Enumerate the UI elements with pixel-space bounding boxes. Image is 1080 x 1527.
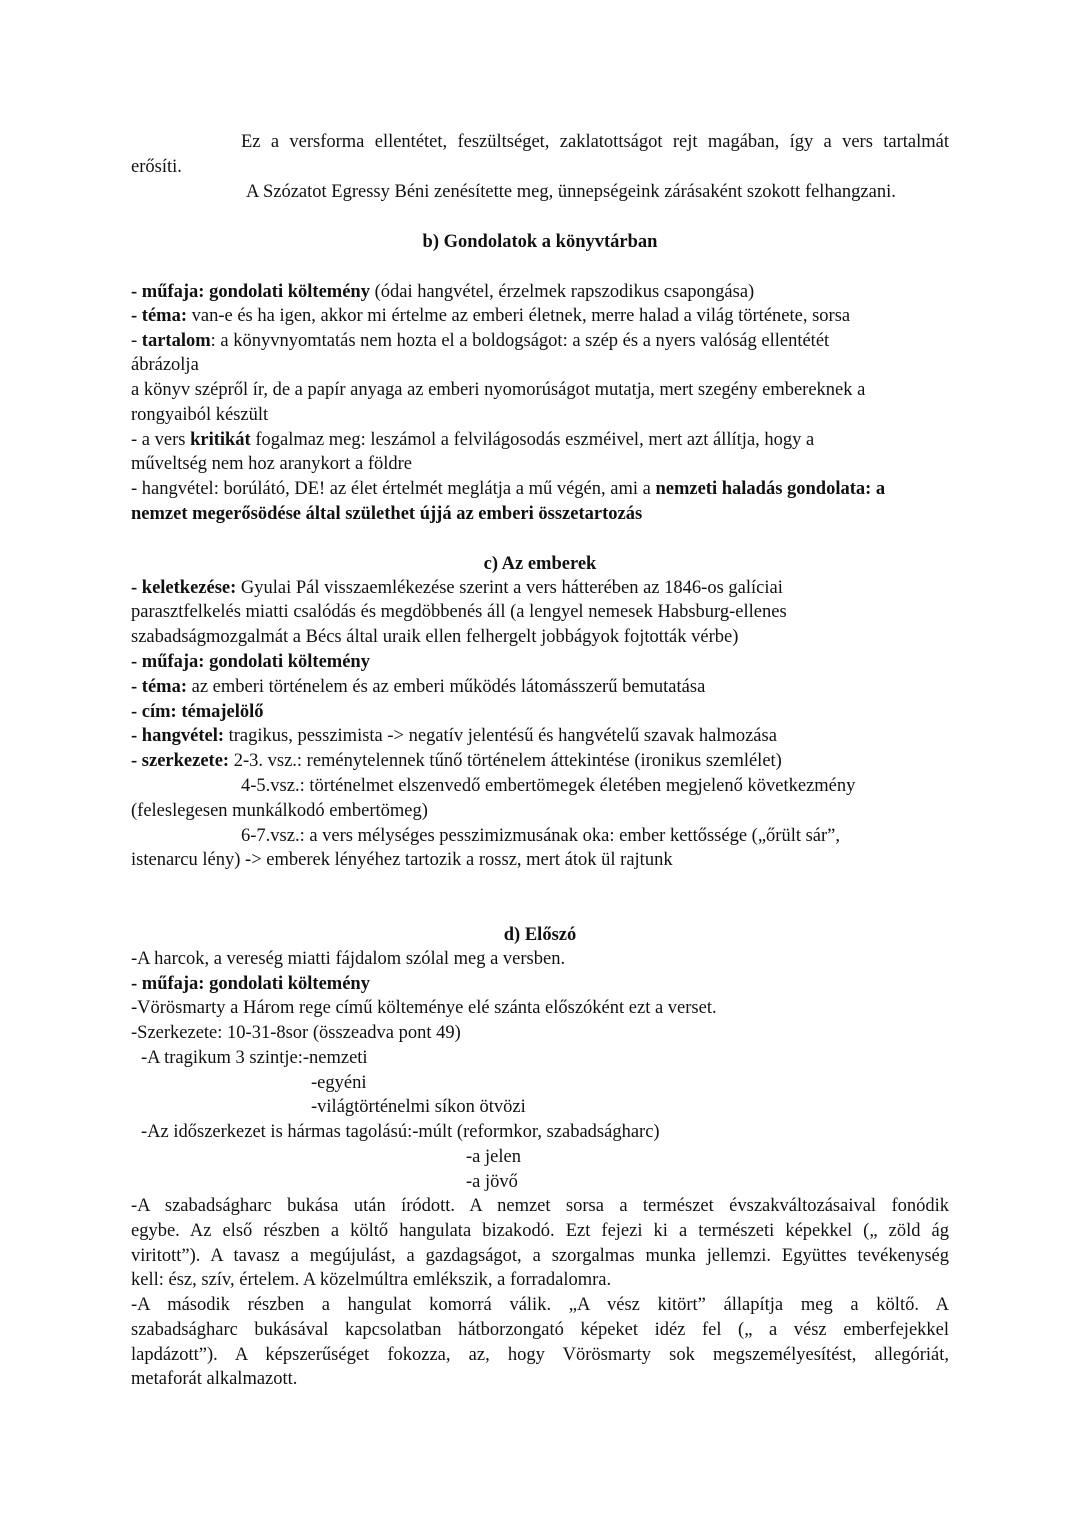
section-b-kritika-line-2: műveltség nem hoz aranykort a földre bbox=[131, 454, 412, 474]
label: - hangvétel: bbox=[131, 726, 224, 746]
prefix: - a vers bbox=[131, 430, 191, 450]
section-d-line-8: -Az időszerkezet is hármas tagolású:-múlt (reformkor, szabadságharc) bbox=[141, 1122, 660, 1142]
label: - keletkezése: bbox=[131, 578, 237, 598]
text: az emberi történelem és az emberi működés látomásszerű bemutatása bbox=[186, 677, 706, 697]
section-c-szerkezet-45-line-2: (feleslegesen munkálkodó embertömeg) bbox=[131, 801, 428, 821]
section-c-mufaja bbox=[131, 650, 370, 675]
section-b-tartalom-line-2: ábrázolja bbox=[131, 355, 199, 375]
section-b-kritika bbox=[131, 428, 814, 453]
text: 2-3. vsz.: reménytelennek tűnő történelem áttekintése (ironikus szemlélet) bbox=[229, 751, 782, 771]
section-b-konyv-line-2: rongyaiból készült bbox=[131, 405, 269, 425]
section-d-line-7: -világtörténelmi síkon ötvözi bbox=[311, 1097, 526, 1117]
section-b-mufaja bbox=[131, 280, 754, 305]
section-d-paragraph-2-line-4: metaforát alkalmazott. bbox=[131, 1369, 298, 1389]
section-c-keletkezes-line-3: szabadságmozgalmát a Bécs által uraik ellen felhergelt jobbágyok fojtották vérbe) bbox=[131, 627, 739, 647]
text: : a könyvnyomtatás nem hozta el a boldogságot: a szép és a nyers valóság ellentétét bbox=[210, 331, 830, 351]
intro-line-2: erősíti. bbox=[131, 157, 182, 177]
label: kritikát bbox=[190, 430, 251, 450]
section-c-szerkezet-67: 6-7.vsz.: a vers mélységes pesszimizmusának oka: ember kettőssége („őrült sár”, bbox=[241, 826, 841, 846]
text: (ódai hangvétel, érzelmek rapszodikus csapongása) bbox=[369, 282, 755, 302]
section-d-line-1: -A harcok, a vereség miatti fájdalom szólal meg a versben. bbox=[131, 949, 566, 969]
section-d-line-10: -a jövő bbox=[466, 1172, 518, 1192]
label: - cím: témajelölő bbox=[131, 702, 264, 722]
label: - műfaja: gondolati költemény bbox=[131, 974, 370, 994]
section-d-line-5: -A tragikum 3 szintje:-nemzeti bbox=[141, 1048, 368, 1068]
section-d-paragraph-2-line-2: szabadságharc bukásával kapcsolatban hátborzongató képeket idéz fel („ a vész emberfejekkel bbox=[131, 1320, 949, 1340]
section-d-line-4: -Szerkezete: 10-31-8sor (összeadva pont 49) bbox=[131, 1023, 461, 1043]
section-d-paragraph-1-line-3: viritott”). A tavasz a megújulást, a gazdagságot, a szorgalmas munka jellemzi. Együttes tevékenység bbox=[131, 1246, 949, 1266]
section-d-line-9: -a jelen bbox=[466, 1147, 521, 1167]
intro-line-1: Ez a versforma ellentétet, feszültséget, zaklatottságot rejt magában, így a vers tartalmát bbox=[241, 132, 949, 152]
section-c-heading: c) Az emberek bbox=[483, 554, 597, 574]
section-b-hangvetel-line-2 bbox=[131, 502, 642, 527]
prefix: - bbox=[131, 331, 142, 351]
label: - téma: bbox=[131, 306, 187, 326]
section-c-keletkezes bbox=[131, 576, 783, 601]
text: tragikus, pesszimista -> negatív jelentésű és hangvételű szavak halmozása bbox=[224, 726, 777, 746]
section-d-heading: d) Előszó bbox=[503, 925, 577, 945]
section-b-tartalom bbox=[131, 329, 829, 354]
text: Gyulai Pál visszaemlékezése szerint a vers hátterében az 1846-os galíciai bbox=[236, 578, 783, 598]
section-c-szerkezet bbox=[131, 749, 782, 774]
section-d-paragraph-2-line-1: -A második részben a hangulat komorrá válik. „A vész kitört” állapítja meg a költő. A bbox=[131, 1295, 949, 1315]
label: - műfaja: gondolati költemény bbox=[131, 652, 370, 672]
label: - téma: bbox=[131, 677, 187, 697]
bold: nemzeti haladás gondolata: a bbox=[655, 479, 886, 499]
section-d-paragraph-1-line-4: kell: ész, szív, értelem. A közelmúltra emlékszik, a forradalomra. bbox=[131, 1270, 612, 1290]
section-d-line-6: -egyéni bbox=[311, 1073, 367, 1093]
section-d-paragraph-1-line-1: -A szabadságharc bukása után íródott. A nemzet sorsa a természet évszakváltozásaival fonódik bbox=[131, 1196, 949, 1216]
section-b-hangvetel bbox=[131, 477, 885, 502]
section-c-keletkezes-line-2: parasztfelkelés miatti csalódás és megdöbbenés áll (a lengyel nemesek Habsburg-ellenes bbox=[131, 602, 787, 622]
section-d-paragraph-2-line-3: lapdázott”). A képszerűséget fokozza, az, hogy Vörösmarty sok megszemélyesítést, allegóriát, bbox=[131, 1345, 949, 1365]
section-c-cim bbox=[131, 700, 264, 725]
section-d-line-3: -Vörösmarty a Három rege című költeménye elé szánta előszóként ezt a verset. bbox=[131, 998, 717, 1018]
label: - szerkezete: bbox=[131, 751, 230, 771]
intro-paragraph-2: A Szózatot Egressy Béni zenésítette meg, ünnepségeink zárásaként szokott felhangzani. bbox=[246, 182, 896, 202]
bold: nemzet megerősödése által születhet újjá az emberi összetartozás bbox=[131, 504, 643, 524]
section-d-mufaja bbox=[131, 972, 370, 997]
section-b-tema bbox=[131, 304, 850, 329]
section-b-konyv-line-1: a könyv szépről ír, de a papír anyaga az emberi nyomorúságot mutatja, mert szegény embereknek a bbox=[131, 380, 866, 400]
text: - hangvétel: borúlátó, DE! az élet értelmét meglátja a mű végén, ami a bbox=[131, 479, 656, 499]
label: - műfaja: gondolati költemény bbox=[131, 282, 370, 302]
section-c-hangvetel bbox=[131, 724, 777, 749]
section-b-heading: b) Gondolatok a könyvtárban bbox=[422, 232, 658, 252]
section-c-tema bbox=[131, 675, 705, 700]
section-d-paragraph-1-line-2: egybe. Az első részben a költő hangulata bizakodó. Ezt fejezi ki a természeti képekkel („ zöld ág bbox=[131, 1221, 949, 1241]
text: van-e és ha igen, akkor mi értelme az emberi életnek, merre halad a világ története, sorsa bbox=[186, 306, 851, 326]
section-c-szerkezet-45: 4-5.vsz.: történelmet elszenvedő embertömegek életében megjelenő következmény bbox=[241, 776, 856, 796]
section-c-szerkezet-67-line-2: istenarcu lény) -> emberek lényéhez tartozik a rossz, mert átok ül rajtunk bbox=[131, 850, 673, 870]
label: tartalom bbox=[141, 331, 211, 351]
text: fogalmaz meg: leszámol a felvilágosodás eszméivel, mert azt állítja, hogy a bbox=[250, 430, 815, 450]
